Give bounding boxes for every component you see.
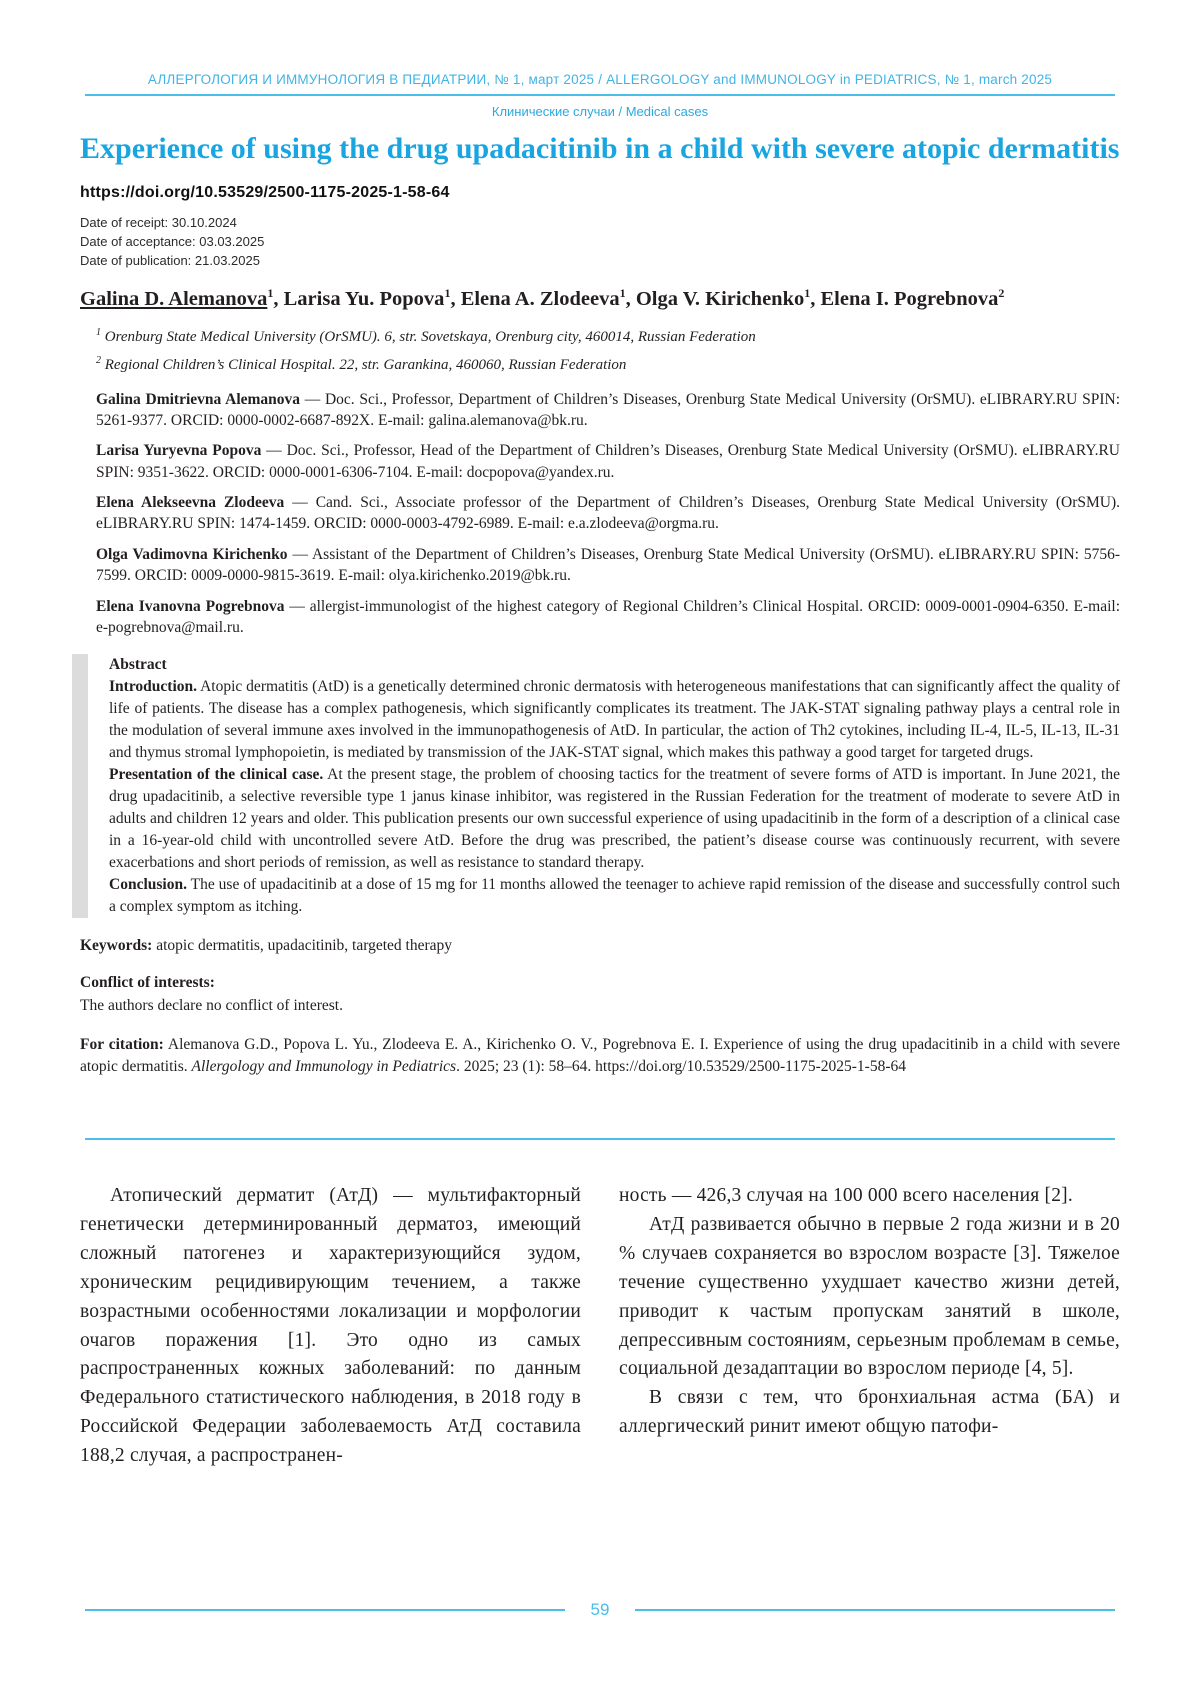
author-bios: [96, 389, 1120, 639]
conflict-heading: Conflict of interests:: [80, 974, 215, 992]
conflict-of-interests: [80, 972, 1120, 1017]
paragraph: В связи с тем, что бронхиальная астма (БА) и аллергический ринит имеют общую патофи-: [619, 1387, 1120, 1438]
russian-body-text: [80, 1182, 1120, 1471]
affiliations: [96, 324, 1120, 380]
abstract-heading: Abstract: [109, 656, 167, 674]
author-name: Olga V. Kirichenko$^1$,: [635, 286, 821, 311]
abstract-conclusion: Conclusion. The use of upadacitinib at a dose of 15 mg for 11 months allowed the teenager to achieve rapid remission of the disease and successfully control such a complex symptom as itching.: [109, 876, 1120, 916]
author-name: Elena I. Pogrebnova$^2$: [820, 286, 1005, 311]
author-bio: Elena Alekseevna Zlodeeva — Cand. Sci., Associate professor of the Department of Children’s Diseases, Orenburg State Medical University (OrSMU). eLIBRARY.RU SPIN: 1474-1459. ORCID: 0000-0003-4792-6989. E-mail: e.a.zlodeeva@orgma.ru.: [96, 494, 1120, 533]
citation-label: For citation:: [80, 1036, 164, 1054]
affiliation-item: $^1$ Orenburg State Medical University (OrSMU). 6, str. Sovetskaya, Orenburg city, 460014, Russian Federation: [96, 327, 756, 346]
footer-rule-left: [85, 1609, 565, 1611]
journal-header: АЛЛЕРГОЛОГИЯ И ИММУНОЛОГИЯ В ПЕДИАТРИИ, № 1, март 2025 / ALLERGOLOGY and IMMUNOLOGY in PEDIATRICS, № 1, march 2025: [147, 72, 1053, 87]
author-bio: Olga Vadimovna Kirichenko — Assistant of the Department of Children’s Diseases, Orenburg State Medical University (OrSMU). eLIBRARY.RU SPIN: 5756-7599. ORCID: 0009-0000-9815-3619. E-mail: olya.kirichenko.2019@bk.ru.: [96, 545, 1121, 585]
abstract-block: [72, 654, 1120, 918]
header-rule: [85, 94, 1115, 96]
right-column: [619, 1182, 1120, 1471]
author-name: Galina D. Alemanova$^1$,: [80, 286, 284, 311]
citation-text: Alemanova G.D., Popova L. Yu., Zlodeeva E. A., Kirichenko O. V., Pogrebnova E. I. Experience of using the drug upadacitinib in a child with severe atopic dermatitis.: [80, 1036, 1120, 1076]
abstract-introduction: Introduction. Atopic dermatitis (AtD) is a genetically determined chronic dermatosis with heterogeneous manifestations that can significantly affect the quality of life of patients. The disease has a complex pathogenesis, which significantly complicates its treatment. The JAK-STAT signaling pathway plays a central role in the modulation of several immune axes involved in the immunopathogenesis of AtD. In particular, the action of Th2 cytokines, including IL-4, IL-5, IL-13, IL-31 and thymus stromal lymphopoietin, is mediated by transmission of the JAK-STAT signal, which makes this pathway a good target for targeted drugs.: [109, 678, 1120, 762]
conflict-text: The authors declare no conflict of interest.: [80, 996, 343, 1014]
author-name: Elena A. Zlodeeva$^1$,: [460, 286, 636, 311]
paragraph: АтД развивается обычно в первые 2 года жизни и в 20 % случаев сохраняется во взрослом возрасте [3]. Тяжелое течение существенно ухудшает качество жизни детей, приводит к частым пропускам занятий в школе, депрессивным состояниям, серьезным проблемам в семье, социальной дезадаптации во взрослом периоде [4, 5].: [619, 1214, 1120, 1380]
citation-tail: . 2025; 23 (1): 58–64. https://doi.org/10.53529/2500-1175-2025-1-58-64: [456, 1058, 907, 1076]
footer-rule-right: [635, 1609, 1115, 1611]
article-title: Experience of using the drug upadacitinib in a child with severe atopic dermatitis: [80, 132, 1120, 165]
for-citation: [80, 1034, 1120, 1078]
doi-link[interactable]: https://doi.org/10.53529/2500-1175-2025-1-58-64: [80, 184, 450, 201]
page-footer: [85, 1600, 1115, 1620]
author-name: Larisa Yu. Popova$^1$,: [283, 286, 461, 311]
abstract-clinical-case: Presentation of the clinical case. At the present stage, the problem of choosing tactics for the treatment of severe forms of ATD is important. In June 2021, the drug upadacitinib, a selective reversible type 1 janus kinase inhibitor, was registered in the Russian Federation for the treatment of moderate to severe AtD in adults and children 12 years and older. This publication presents our own successful experience of using upadacitinib in the form of a description of a clinical case in a 16-year-old child with uncontrolled severe AtD. Before the drug was prescribed, the patient’s disease course was continuously recurrent, with severe exacerbations and short periods of remission, as well as resistance to standard therapy.: [109, 766, 1120, 872]
date-of-acceptance: Date of acceptance: 03.03.2025: [80, 233, 265, 249]
section-breadcrumb: Клинические случаи / Medical cases: [491, 104, 709, 119]
author-bio: Larisa Yuryevna Popova — Doc. Sci., Professor, Head of the Department of Children’s Diseases, Orenburg State Medical University (OrSMU). eLIBRARY.RU SPIN: 9351-3622. ORCID: 0000-0001-6306-7104. E-mail: docpopova@yandex.ru.: [96, 442, 1120, 481]
date-of-receipt: Date of receipt: 30.10.2024: [80, 215, 237, 230]
page-number: 59: [590, 1600, 610, 1619]
affiliation-item: $^2$ Regional Children’s Clinical Hospital. 22, str. Garankina, 460060, Russian Federation: [96, 354, 627, 373]
body-divider-rule: [85, 1138, 1115, 1140]
author-bio: Elena Ivanovna Pogrebnova — allergist-immunologist of the highest category of Regional Children’s Clinical Hospital. ORCID: 0009-0001-0904-6350. E-mail: e-pogrebnova@mail.ru.: [96, 597, 1121, 636]
paragraph: Атопический дерматит (АтД) — мультифакторный генетически детерминированный дерматоз, имеющий сложный патогенез и характеризующийся зудом, хроническим рецидивирующим течением, а также возрастными особенностями локализации и морфологии очагов поражения [1]. Это одно из самых распространенных кожных заболеваний: по данным Федерального статистического наблюдения, в 2018 году в Российской Федерации заболеваемость АтД составила 188,2 случая, а распространен-: [80, 1185, 581, 1466]
left-column: [80, 1182, 581, 1471]
date-of-publication: Date of publication: 21.03.2025: [80, 252, 260, 268]
keywords-label: Keywords:: [80, 937, 153, 955]
keywords-line: [80, 937, 1120, 955]
article-dates: [80, 214, 1120, 271]
citation-journal-name: Allergology and Immunology in Pediatrics: [191, 1058, 457, 1076]
authors-line: [80, 286, 1120, 315]
keywords-text: atopic dermatitis, upadacitinib, targeted therapy: [156, 937, 453, 955]
author-bio: Galina Dmitrievna Alemanova — Doc. Sci., Professor, Department of Children’s Diseases, Orenburg State Medical University (OrSMU). eLIBRARY.RU SPIN: 5261-9377. ORCID: 0000-0002-6687-892X. E-mail: galina.alemanova@bk.ru.: [96, 390, 1120, 429]
paragraph: ность — 426,3 случая на 100 000 всего населения [2].: [619, 1185, 1073, 1207]
